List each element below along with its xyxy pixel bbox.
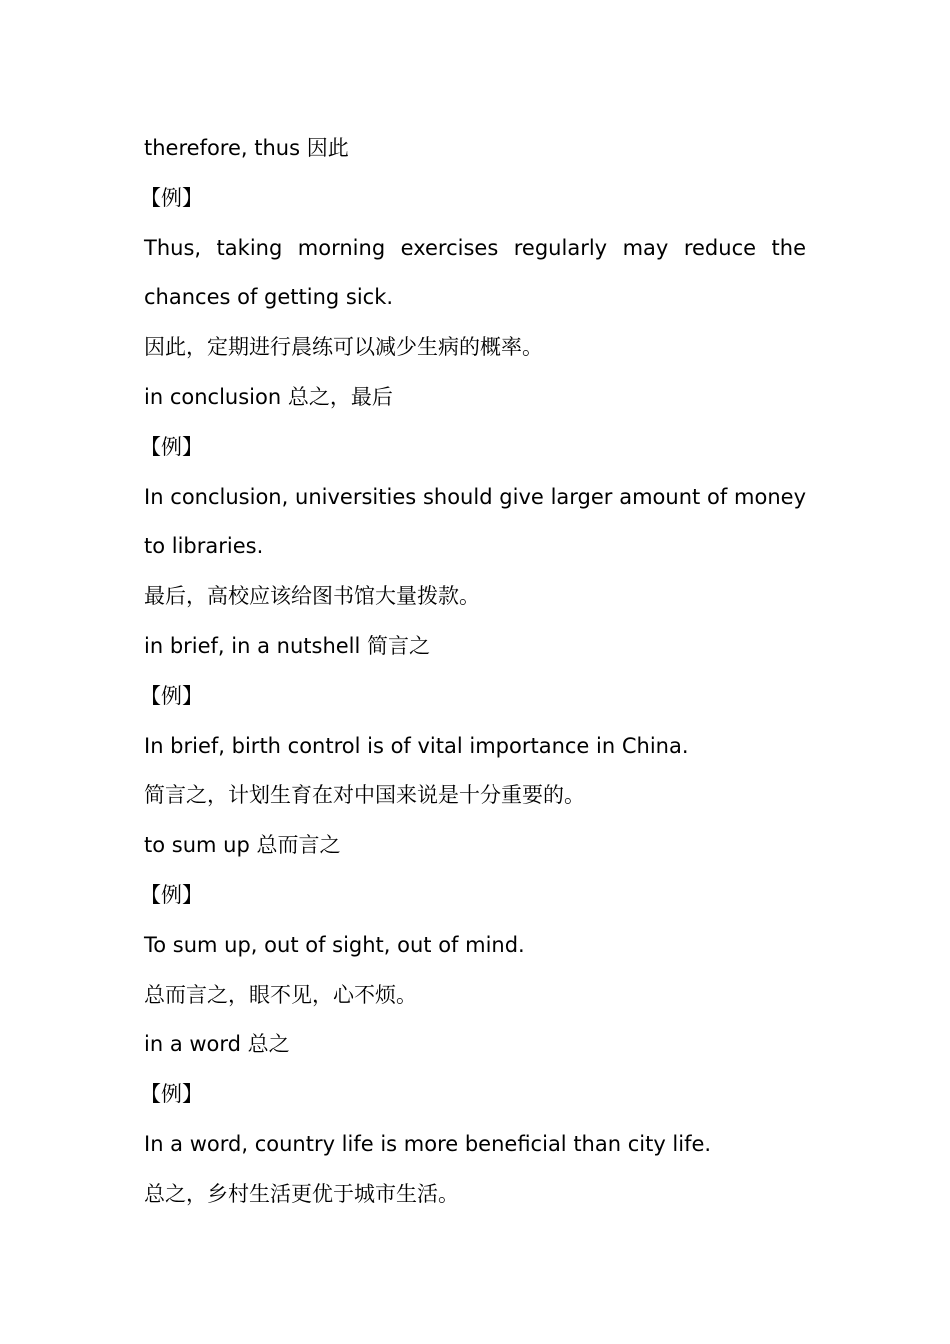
example-translation: 简言之，计划生育在对中国来说是十分重要的。 [144,783,585,808]
phrase-heading: to sum up 总而言之 [144,833,341,858]
example-sentence: Thus, taking morning exercises regularly may reduce the chances of getting sick. [144,235,806,310]
example-sentence: In brief, birth control is of vital importance in China. [144,733,689,758]
example-marker: 【例】 [140,1082,203,1107]
example-sentence: In conclusion, universities should give larger amount of money to libraries. [144,484,806,559]
phrase-heading: therefore, thus 因此 [144,136,349,160]
example-sentence: In a word, country life is more beneficial than city life. [144,1131,712,1156]
example-marker: 【例】 [140,882,203,907]
example-translation: 因此，定期进行晨练可以减少生病的概率。 [144,335,543,360]
example-translation: 总而言之，眼不见，心不烦。 [144,982,417,1007]
phrase-heading: in conclusion 总之，最后 [144,384,393,409]
example-marker: 【例】 [140,434,203,459]
example-marker: 【例】 [140,683,203,708]
example-sentence: To sum up, out of sight, out of mind. [144,932,525,957]
example-translation: 最后，高校应该给图书馆大量拨款。 [144,584,480,609]
phrase-heading: in brief, in a nutshell 简言之 [144,633,431,658]
document-page [140,124,806,1220]
example-translation: 总之，乡村生活更优于城市生活。 [144,1181,459,1206]
example-marker: 【例】 [140,185,203,210]
phrase-heading: in a word 总之 [144,1032,290,1057]
